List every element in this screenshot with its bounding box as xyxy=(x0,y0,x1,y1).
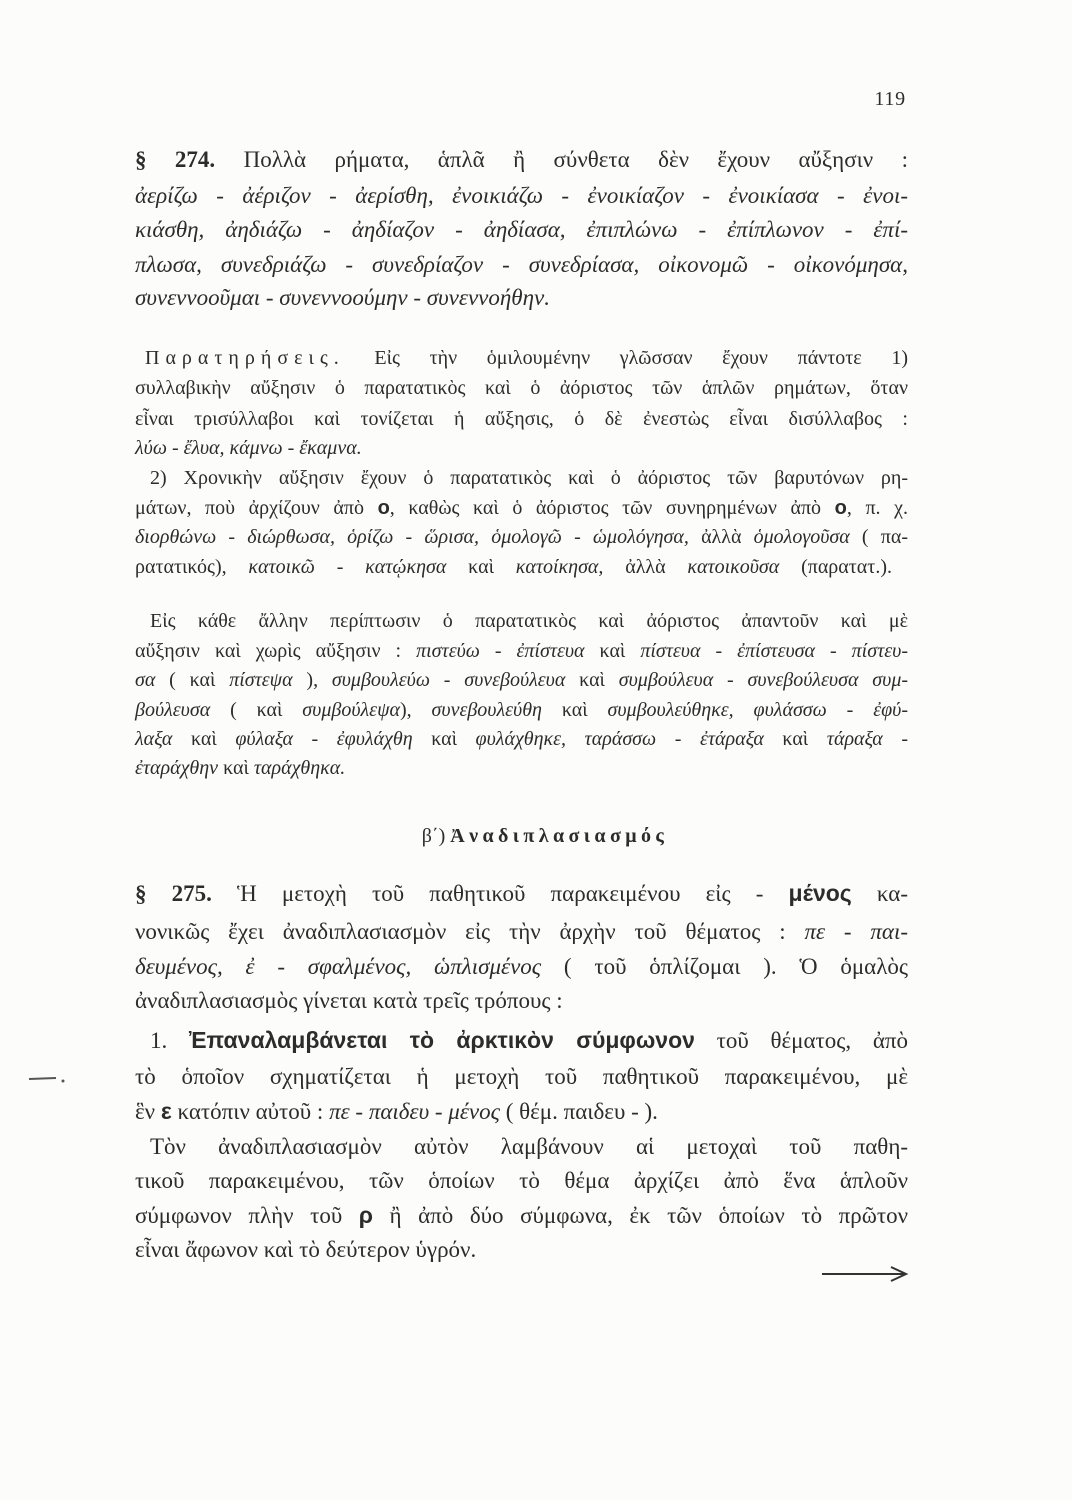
text: νονικῶς ἔχει ἀναδιπλασιασμὸν εἰς τὴν ἀρχὴν τοῦ θέματος : xyxy=(135,919,805,944)
text: σύμφωνον πλὴν τοῦ xyxy=(135,1203,359,1228)
text: , καθὼς καὶ ὁ ἀόριστος τῶν συνηρημένων ἀπὸ xyxy=(389,497,835,519)
margin-dash-icon xyxy=(26,1072,68,1086)
example-words: βούλευσα xyxy=(135,699,211,721)
text: ( θέμ. παιδευ - ). xyxy=(499,1099,658,1124)
emphasis-letter: ρ xyxy=(358,1202,374,1228)
s275-line-2 xyxy=(135,915,908,949)
example-words: διορθώνω - διώρθωσα, ὁρίζω - ὥρισα, ὁμολογῶ - ὡμολόγησα, xyxy=(135,526,689,548)
section-number: § 274. xyxy=(135,147,216,172)
example-words: σα xyxy=(135,669,156,691)
observations-line-2: συλλαβικὴν αὔξησιν ὁ παρατατικὸς καὶ ὁ ἀόριστος τῶν ἁπλῶν ρημάτων, ὅταν xyxy=(135,377,908,399)
text: καὶ xyxy=(565,669,619,691)
emphasis-letter: ε xyxy=(160,1098,172,1124)
text: τοῦ θέματος, ἀπὸ xyxy=(694,1028,909,1053)
rule-1-line-2: τὸ ὁποῖον σχηματίζεται ἡ μετοχὴ τοῦ παθητικοῦ παρακειμένου, μὲ xyxy=(135,1064,908,1089)
other-cases-line-2 xyxy=(135,637,908,665)
text: μάτων, ποὺ ἀρχίζουν ἀπὸ xyxy=(135,497,378,519)
example-words: συμβουλεύω - συνεβούλευα xyxy=(331,669,566,691)
example-words: πίστευα - ἐπίστευσα - πίστευ- xyxy=(640,640,908,662)
example-words: πε - παι- xyxy=(804,919,909,944)
text: (παρατατ.). xyxy=(779,556,892,578)
s274-line-2: ἀερίζω - ἀέριζον - ἀερίσθη, ἐνοικιάζω - ἐνοικίαζον - ἐνοικίασα - ἐνοι- xyxy=(135,183,908,208)
text: αὔξησιν καὶ χωρὶς αὔξησιν : xyxy=(135,640,417,662)
section-number: § 275. xyxy=(135,881,212,906)
emphasis-letter: ο xyxy=(377,497,390,519)
observations-line-4: λύω - ἔλυα, κάμνω - ἔκαμνα. xyxy=(135,437,362,459)
observations-label: Παρατηρήσεις. xyxy=(145,347,345,369)
text: καὶ xyxy=(446,556,516,578)
rule-1-scope-line-1: Τὸν ἀναδιπλασιασμὸν αὐτὸν λαμβάνουν αἱ μετοχαὶ τοῦ παθη- xyxy=(150,1134,908,1159)
s275-line-1 xyxy=(135,876,908,910)
text: κατόπιν αὐτοῦ : xyxy=(171,1099,330,1124)
example-words: κατοικῶ - κατῴκησα xyxy=(248,556,447,578)
emphasis-suffix: μένος xyxy=(788,880,852,906)
other-cases-line-3 xyxy=(135,666,908,694)
text: ἀλλὰ xyxy=(603,556,688,578)
text: ), xyxy=(399,699,432,721)
other-cases-line-5 xyxy=(135,725,908,753)
example-words: φύλαξα - ἐφυλάχθη xyxy=(235,728,413,750)
s275-line-3 xyxy=(135,950,908,984)
rule-number: 1. xyxy=(150,1028,189,1053)
example-words: κατοικοῦσα xyxy=(687,556,780,578)
text: ἢ ἀπὸ δύο σύμφωνα, ἐκ τῶν ὁποίων τὸ πρῶτον xyxy=(373,1203,908,1228)
example-words: ὁμολογοῦσα xyxy=(753,526,850,548)
page-number: 119 xyxy=(874,88,906,110)
example-words: φυλάχθηκε, ταράσσω - ἐτάραξα xyxy=(475,728,764,750)
other-cases-line-1: Εἰς κάθε ἄλλην περίπτωσιν ὁ παρατατικὸς καὶ ἀόριστος ἀπαντοῦν καὶ μὲ xyxy=(150,610,908,632)
example-words: ταράχθηκα. xyxy=(253,757,346,779)
observations-line-5: 2) Χρονικὴν αὔξησιν ἔχουν ὁ παρατατικὸς καὶ ὁ ἀόριστος τῶν βαρυτόνων ρη- xyxy=(150,467,908,489)
rule-1-scope-line-4: εἶναι ἄφωνον καὶ τὸ δεύτερον ὑγρόν. xyxy=(135,1237,477,1262)
text: ( καὶ xyxy=(155,669,230,691)
observations-line-6 xyxy=(135,494,908,522)
example-words: κατοίκησα, xyxy=(515,556,604,578)
subsection-title: Ἀναδιπλασιασμός xyxy=(450,825,669,847)
observations-line-1 xyxy=(145,344,908,372)
example-words: δευμένος, ἐ - σφαλμένος, ὡπλισμένος xyxy=(135,954,542,979)
example-words: ἐταράχθην xyxy=(135,757,219,779)
text: Ἡ μετοχὴ τοῦ παθητικοῦ παρακειμένου εἰς - xyxy=(211,881,789,906)
text: ἀλλὰ xyxy=(688,526,754,548)
s275-line-4: ἀναδιπλασιασμὸς γίνεται κατὰ τρεῖς τρόπους : xyxy=(135,988,563,1013)
rule-1-scope-line-3 xyxy=(135,1198,908,1232)
text: ( πα- xyxy=(849,526,909,548)
example-words: συμβούλεψα xyxy=(302,699,400,721)
s274-line-4: πλωσα, συνεδριάζω - συνεδρίαζον - συνεδρίασα, οἰκονομῶ - οἰκονόμησα, xyxy=(135,252,908,277)
example-words: συμβουλεύθηκε, φυλάσσω - ἐφύ- xyxy=(607,699,908,721)
text: ἓν xyxy=(135,1099,161,1124)
text: ( τοῦ ὁπλίζομαι ). Ὁ ὁμαλὸς xyxy=(541,954,908,979)
rule-1-scope-line-2: τικοῦ παρακειμένου, τῶν ὁποίων τὸ θέμα ἀρχίζει ἀπὸ ἕνα ἁπλοῦν xyxy=(135,1168,908,1193)
text: καὶ xyxy=(763,728,827,750)
subsection-heading xyxy=(380,821,710,851)
emphasis-letter: ο xyxy=(834,497,847,519)
example-words: τάραξα - xyxy=(826,728,908,750)
s274-line-1 xyxy=(135,143,908,177)
other-cases-line-4 xyxy=(135,696,908,724)
text: καὶ xyxy=(172,728,236,750)
example-words: συνεβουλεύθη xyxy=(431,699,542,721)
text: καὶ xyxy=(412,728,476,750)
observations-line-7 xyxy=(135,523,908,551)
text: ), xyxy=(292,669,332,691)
rule-title: Ἐπαναλαμβάνεται τὸ ἀρκτικὸν σύμφωνον xyxy=(188,1027,695,1053)
example-words: πε - παιδευ - μένος xyxy=(329,1099,500,1124)
example-words: πίστεψα xyxy=(229,669,293,691)
text: ( καὶ xyxy=(210,699,303,721)
example-words: συμβούλευα - συνεβούλευσα συμ- xyxy=(618,669,909,691)
other-cases-line-6 xyxy=(135,754,908,782)
rule-1-line-3 xyxy=(135,1094,908,1128)
text: Εἰς τὴν ὁμιλουμένην γλῶσσαν ἔχουν πάντοτε 1) xyxy=(344,347,908,369)
s274-line-3: κιάσθη, ἀηδιάζω - ἀηδίαζον - ἀηδίασα, ἐπιπλώνω - ἐπίπλωνον - ἐπί- xyxy=(135,217,908,242)
text: κα- xyxy=(851,881,908,906)
text: Πολλὰ ρήματα, ἁπλᾶ ἢ σύνθετα δὲν ἔχουν αὔξησιν : xyxy=(215,147,908,172)
observations-line-3: εἶναι τρισύλλαβοι καὶ τονίζεται ἡ αὔξησις, ὁ δὲ ἐνεστὼς εἶναι δισύλλαβος : xyxy=(135,408,908,430)
text: καὶ xyxy=(541,699,608,721)
s274-line-5: συνεννοοῦμαι - συνεννοούμην - συνεννοήθην. xyxy=(135,285,550,310)
text: καὶ xyxy=(584,640,641,662)
text: ρατατικός), xyxy=(135,556,249,578)
text: , π. χ. xyxy=(846,497,908,519)
example-words: πιστεύω - ἐπίστευα xyxy=(416,640,585,662)
example-words: λαξα xyxy=(135,728,173,750)
text: καὶ xyxy=(218,757,254,779)
subsection-letter: β΄) xyxy=(421,825,451,847)
rule-1-line-1 xyxy=(150,1023,908,1057)
observations-line-8 xyxy=(135,553,892,581)
long-right-arrow-icon xyxy=(820,1262,910,1286)
